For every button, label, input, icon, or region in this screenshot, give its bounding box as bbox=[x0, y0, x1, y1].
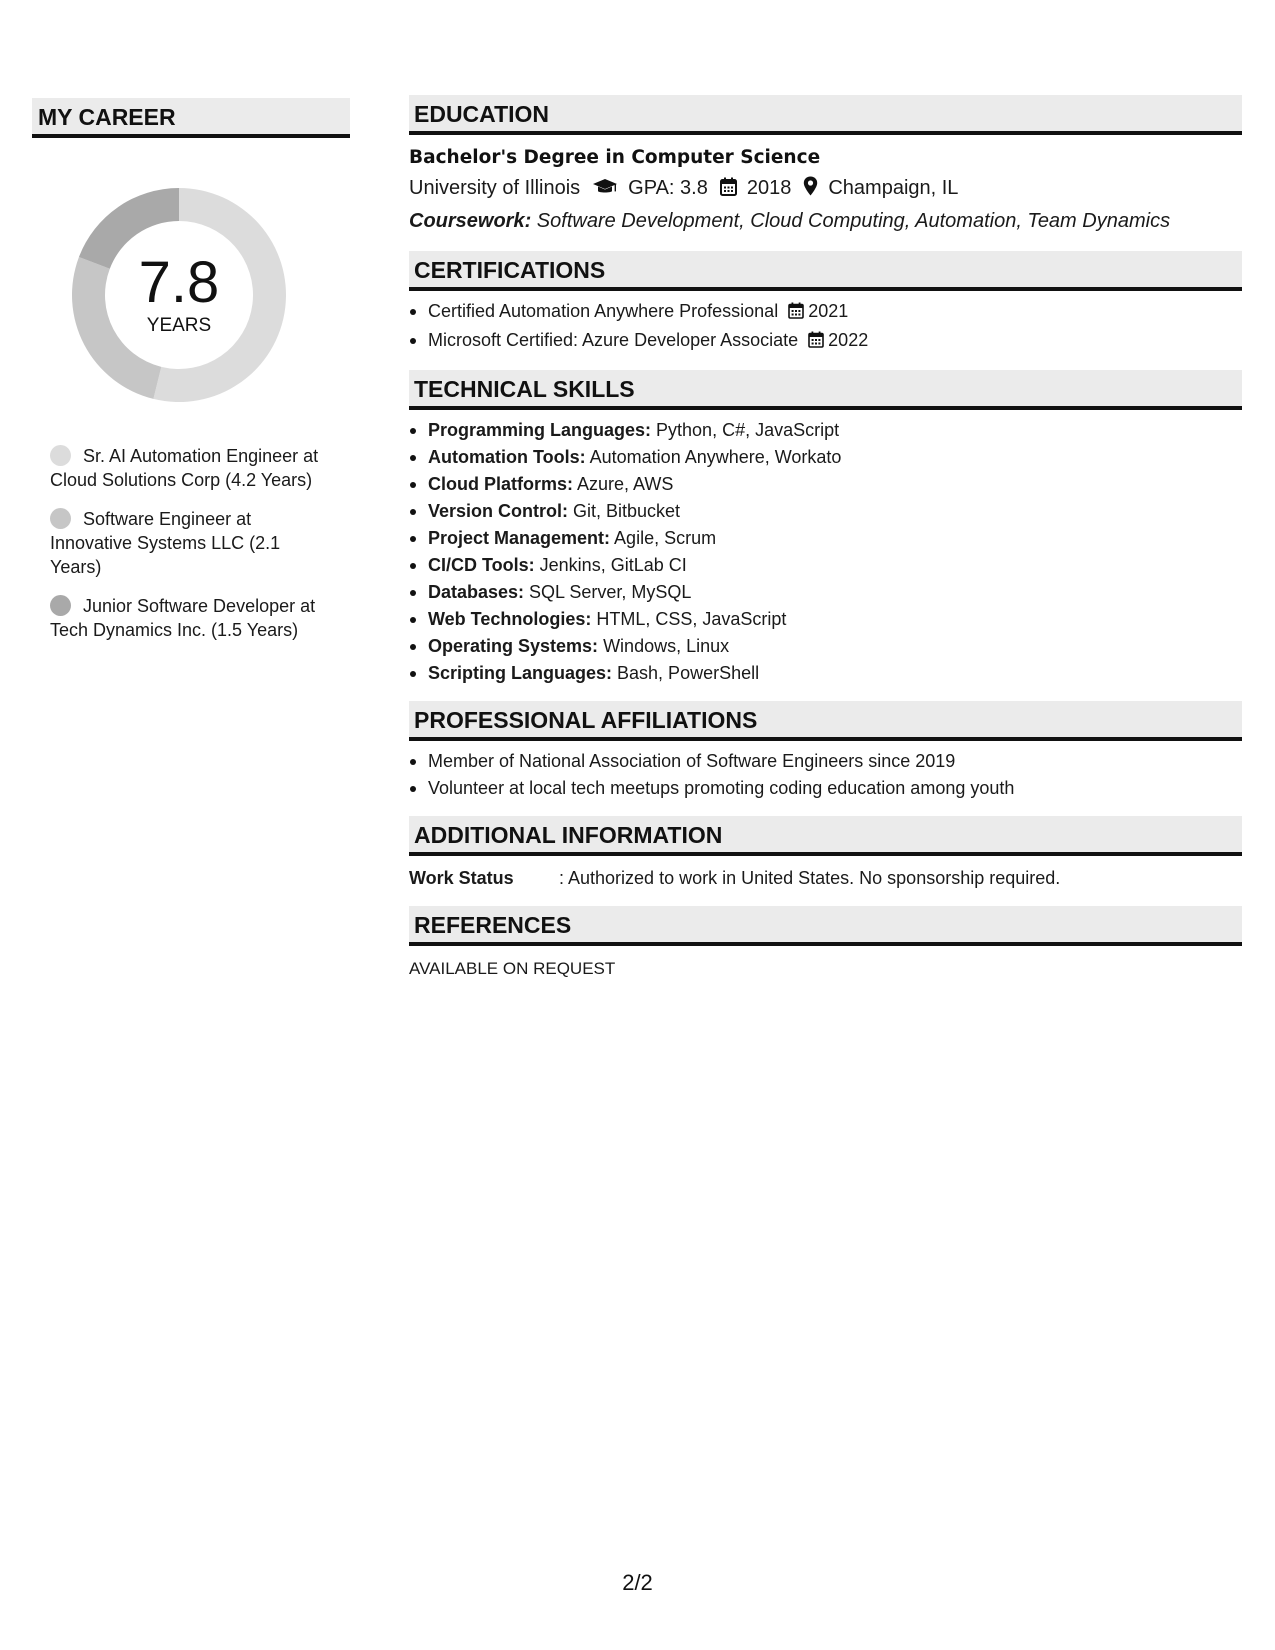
skill-value: Git, Bitbucket bbox=[568, 501, 681, 521]
skill-label: Web Technologies: bbox=[428, 609, 592, 629]
skills-section bbox=[409, 370, 1242, 687]
career-legend bbox=[50, 444, 334, 642]
references-heading: REFERENCES bbox=[409, 906, 1242, 946]
list-item bbox=[409, 471, 1242, 498]
list-item: Member of National Association of Software Engineers since 2019 bbox=[409, 748, 1242, 775]
legend-label: Junior Software Developer at Tech Dynamics Inc. (1.5 Years) bbox=[50, 596, 316, 640]
certification-name: Certified Automation Anywhere Professional bbox=[428, 301, 779, 321]
list-item bbox=[409, 417, 1242, 444]
list-item bbox=[409, 525, 1242, 552]
skill-label: Operating Systems: bbox=[428, 636, 599, 656]
skill-value: Python, C#, JavaScript bbox=[651, 420, 840, 440]
career-panel bbox=[32, 98, 350, 657]
degree-title: Bachelor's Degree in Computer Science bbox=[409, 147, 821, 168]
legend-label: Software Engineer at Innovative Systems LLC (2.1 Years) bbox=[50, 509, 281, 577]
total-years-unit: YEARS bbox=[146, 315, 212, 336]
main-content bbox=[409, 95, 1242, 996]
certifications-section bbox=[409, 251, 1242, 356]
list-item bbox=[409, 579, 1242, 606]
skill-label: Scripting Languages: bbox=[428, 663, 613, 683]
certification-year: 2021 bbox=[808, 301, 849, 321]
affiliations-heading: PROFESSIONAL AFFILIATIONS bbox=[409, 701, 1242, 741]
coursework bbox=[409, 206, 1242, 237]
skill-value: HTML, CSS, JavaScript bbox=[591, 609, 787, 629]
list-item bbox=[409, 552, 1242, 579]
certifications-heading: CERTIFICATIONS bbox=[409, 251, 1242, 291]
legend-dot bbox=[50, 445, 71, 466]
list-item bbox=[409, 444, 1242, 471]
skill-label: Databases: bbox=[428, 582, 525, 602]
additional-heading: ADDITIONAL INFORMATION bbox=[409, 816, 1242, 856]
skill-label: Cloud Platforms: bbox=[428, 474, 574, 494]
skill-label: Automation Tools: bbox=[428, 447, 586, 467]
affiliations-section bbox=[409, 701, 1242, 802]
skill-value: Agile, Scrum bbox=[610, 528, 717, 548]
list-item bbox=[409, 298, 1242, 327]
calendar-icon bbox=[720, 175, 737, 206]
graduation-cap-icon bbox=[592, 175, 618, 206]
legend-dot bbox=[50, 508, 71, 529]
legend-item bbox=[50, 594, 334, 642]
skill-label: Project Management: bbox=[428, 528, 611, 548]
career-donut-chart bbox=[66, 182, 292, 408]
work-status-label: Work Status bbox=[409, 868, 514, 888]
list-item: Volunteer at local tech meetups promoting coding education among youth bbox=[409, 775, 1242, 802]
career-heading: MY CAREER bbox=[32, 98, 350, 138]
references-section bbox=[409, 906, 1242, 982]
list-item bbox=[409, 498, 1242, 525]
skill-label: Programming Languages: bbox=[428, 420, 652, 440]
skills-list bbox=[409, 417, 1242, 687]
legend-dot bbox=[50, 595, 71, 616]
additional-section bbox=[409, 816, 1242, 892]
education-heading: EDUCATION bbox=[409, 95, 1242, 135]
work-status-row bbox=[409, 865, 1242, 892]
legend-label: Sr. AI Automation Engineer at Cloud Solutions Corp (4.2 Years) bbox=[50, 446, 319, 490]
school-name: University of Illinois bbox=[409, 177, 581, 199]
list-item bbox=[409, 660, 1242, 687]
legend-item bbox=[50, 507, 334, 579]
graduation-year: 2018 bbox=[746, 177, 792, 199]
calendar-icon bbox=[808, 329, 824, 356]
skills-heading: TECHNICAL SKILLS bbox=[409, 370, 1242, 410]
certification-year: 2022 bbox=[828, 330, 869, 350]
certifications-list bbox=[409, 298, 1242, 356]
school-location: Champaign, IL bbox=[828, 177, 959, 199]
work-status-value: : Authorized to work in United States. No sponsorship required. bbox=[559, 868, 1061, 888]
list-item bbox=[409, 606, 1242, 633]
skill-value: Azure, AWS bbox=[573, 474, 674, 494]
gpa: GPA: 3.8 bbox=[628, 177, 708, 199]
list-item bbox=[409, 633, 1242, 660]
skill-label: CI/CD Tools: bbox=[428, 555, 535, 575]
affiliations-list bbox=[409, 748, 1242, 802]
donut-center bbox=[66, 182, 292, 408]
list-item bbox=[409, 327, 1242, 356]
total-years-value: 7.8 bbox=[138, 250, 220, 315]
skill-value: Jenkins, GitLab CI bbox=[534, 555, 687, 575]
skill-value: Automation Anywhere, Workato bbox=[585, 447, 842, 467]
skill-value: Bash, PowerShell bbox=[612, 663, 760, 683]
education-details bbox=[409, 173, 1242, 206]
education-section bbox=[409, 95, 1242, 237]
coursework-list: Software Development, Cloud Computing, Automation, Team Dynamics bbox=[531, 210, 1171, 232]
skill-label: Version Control: bbox=[428, 501, 569, 521]
map-pin-icon bbox=[803, 175, 818, 206]
page-number: 2/2 bbox=[622, 1570, 653, 1595]
calendar-icon bbox=[788, 300, 804, 327]
references-text: AVAILABLE ON REQUEST bbox=[409, 959, 616, 978]
legend-item bbox=[50, 444, 334, 492]
skill-value: Windows, Linux bbox=[598, 636, 730, 656]
skill-value: SQL Server, MySQL bbox=[524, 582, 692, 602]
coursework-label: Coursework: bbox=[409, 210, 532, 232]
certification-name: Microsoft Certified: Azure Developer Associate bbox=[428, 330, 799, 350]
